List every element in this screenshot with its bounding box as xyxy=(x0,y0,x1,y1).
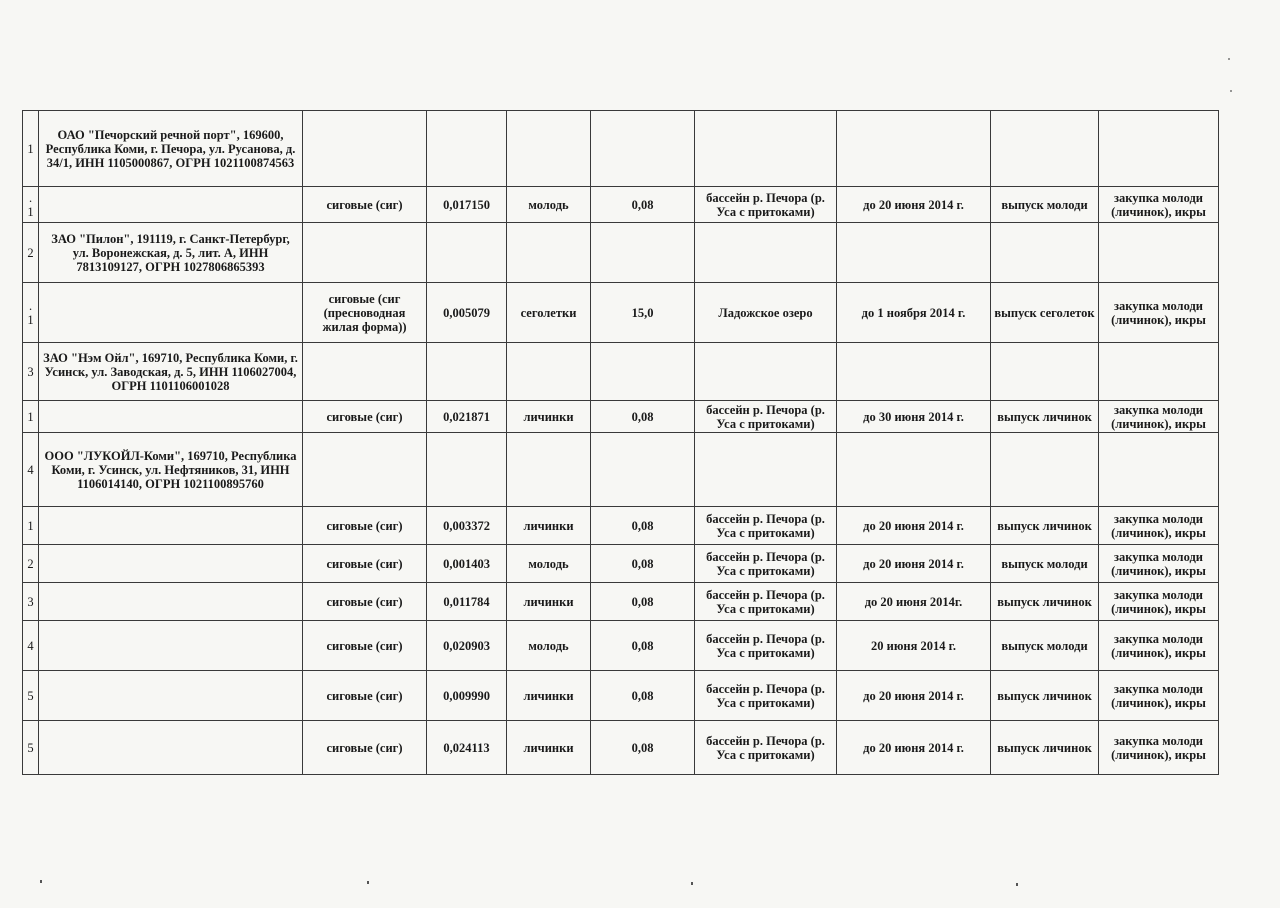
stage-cell: сеголетки xyxy=(507,283,591,343)
water-body-cell: бассейн р. Печора (р. Уса с притоками) xyxy=(695,187,837,223)
release-row xyxy=(23,187,1219,223)
empty-cell xyxy=(427,223,507,283)
deadline-cell: до 20 июня 2014 г. xyxy=(837,507,991,545)
stage-cell: личинки xyxy=(507,583,591,621)
volume-cell: 0,020903 xyxy=(427,621,507,671)
water-body-cell: бассейн р. Печора (р. Уса с притоками) xyxy=(695,671,837,721)
organization-row xyxy=(23,223,1219,283)
weight-cell: 0,08 xyxy=(591,671,695,721)
deadline-cell: до 20 июня 2014 г. xyxy=(837,671,991,721)
action-cell: выпуск сеголеток xyxy=(991,283,1099,343)
empty-cell xyxy=(39,583,303,621)
empty-cell xyxy=(695,223,837,283)
organization-row xyxy=(23,433,1219,507)
empty-cell xyxy=(39,721,303,775)
stage-cell: молодь xyxy=(507,621,591,671)
empty-cell xyxy=(39,621,303,671)
weight-cell: 0,08 xyxy=(591,583,695,621)
row-number-cell: 5 xyxy=(23,721,39,775)
species-cell: сиговые (сиг) xyxy=(303,671,427,721)
organization-cell: ОАО "Печорский речной порт", 169600, Республика Коми, г. Печора, ул. Русанова, д. 34/1, ИНН 1105000867, ОГРН 1021100874563 xyxy=(39,111,303,187)
method-cell: закупка молоди (личинок), икры xyxy=(1099,545,1219,583)
deadline-cell: до 20 июня 2014г. xyxy=(837,583,991,621)
action-cell: выпуск личинок xyxy=(991,721,1099,775)
volume-cell: 0,021871 xyxy=(427,401,507,433)
water-body-cell: бассейн р. Печора (р. Уса с притоками) xyxy=(695,545,837,583)
empty-cell xyxy=(427,111,507,187)
empty-cell xyxy=(591,111,695,187)
volume-cell: 0,005079 xyxy=(427,283,507,343)
method-cell: закупка молоди (личинок), икры xyxy=(1099,283,1219,343)
water-body-cell: бассейн р. Печора (р. Уса с притоками) xyxy=(695,507,837,545)
empty-cell xyxy=(507,223,591,283)
empty-cell xyxy=(591,343,695,401)
empty-cell xyxy=(507,111,591,187)
weight-cell: 0,08 xyxy=(591,721,695,775)
deadline-cell: до 20 июня 2014 г. xyxy=(837,721,991,775)
organization-row xyxy=(23,111,1219,187)
empty-cell xyxy=(303,223,427,283)
species-cell: сиговые (сиг) xyxy=(303,187,427,223)
scan-speck xyxy=(40,880,42,883)
action-cell: выпуск личинок xyxy=(991,671,1099,721)
release-row xyxy=(23,401,1219,433)
deadline-cell: до 1 ноября 2014 г. xyxy=(837,283,991,343)
volume-cell: 0,011784 xyxy=(427,583,507,621)
empty-cell xyxy=(39,507,303,545)
release-row xyxy=(23,507,1219,545)
empty-cell xyxy=(837,343,991,401)
empty-cell xyxy=(695,433,837,507)
method-cell: закупка молоди (личинок), икры xyxy=(1099,671,1219,721)
deadline-cell: до 30 июня 2014 г. xyxy=(837,401,991,433)
empty-cell xyxy=(507,343,591,401)
species-cell: сиговые (сиг) xyxy=(303,401,427,433)
empty-cell xyxy=(1099,223,1219,283)
row-number-cell: 1 xyxy=(23,401,39,433)
weight-cell: 0,08 xyxy=(591,621,695,671)
empty-cell xyxy=(39,545,303,583)
deadline-cell: до 20 июня 2014 г. xyxy=(837,545,991,583)
empty-cell xyxy=(837,111,991,187)
row-number-cell: 4 xyxy=(23,621,39,671)
organization-row xyxy=(23,343,1219,401)
empty-cell xyxy=(427,433,507,507)
row-number-cell: 2 xyxy=(23,223,39,283)
organization-cell: ЗАО "Пилон", 191119, г. Санкт-Петербург, ул. Воронежская, д. 5, лит. А, ИНН 7813109127, ОГРН 1027806865393 xyxy=(39,223,303,283)
fish-release-table xyxy=(22,110,1219,775)
release-row xyxy=(23,721,1219,775)
release-row xyxy=(23,583,1219,621)
action-cell: выпуск молоди xyxy=(991,621,1099,671)
stage-cell: личинки xyxy=(507,671,591,721)
empty-cell xyxy=(591,433,695,507)
empty-cell xyxy=(991,433,1099,507)
stage-cell: личинки xyxy=(507,401,591,433)
deadline-cell: 20 июня 2014 г. xyxy=(837,621,991,671)
method-cell: закупка молоди (личинок), икры xyxy=(1099,507,1219,545)
species-cell: сиговые (сиг) xyxy=(303,721,427,775)
scan-speck xyxy=(691,882,693,885)
species-cell: сиговые (сиг) xyxy=(303,621,427,671)
release-row xyxy=(23,621,1219,671)
action-cell: выпуск личинок xyxy=(991,401,1099,433)
row-number-cell: 3 xyxy=(23,583,39,621)
table-body xyxy=(23,111,1219,775)
method-cell: закупка молоди (личинок), икры xyxy=(1099,621,1219,671)
method-cell: закупка молоди (личинок), икры xyxy=(1099,401,1219,433)
action-cell: выпуск личинок xyxy=(991,583,1099,621)
volume-cell: 0,009990 xyxy=(427,671,507,721)
stage-cell: личинки xyxy=(507,507,591,545)
row-number-cell: 1 xyxy=(23,507,39,545)
row-number-cell: 1 xyxy=(23,111,39,187)
action-cell: выпуск личинок xyxy=(991,507,1099,545)
species-cell: сиговые (сиг) xyxy=(303,507,427,545)
empty-cell xyxy=(695,111,837,187)
weight-cell: 0,08 xyxy=(591,187,695,223)
empty-cell xyxy=(303,343,427,401)
method-cell: закупка молоди (личинок), икры xyxy=(1099,583,1219,621)
empty-cell xyxy=(1099,111,1219,187)
species-cell: сиговые (сиг) xyxy=(303,583,427,621)
empty-cell xyxy=(39,283,303,343)
empty-cell xyxy=(1099,433,1219,507)
organization-cell: ЗАО "Нэм Ойл", 169710, Республика Коми, г. Усинск, ул. Заводская, д. 5, ИНН 1106027004, ОГРН 1101106001028 xyxy=(39,343,303,401)
empty-cell xyxy=(837,433,991,507)
scan-speck xyxy=(1016,883,1018,886)
row-number-cell: 2 xyxy=(23,545,39,583)
action-cell: выпуск молоди xyxy=(991,187,1099,223)
release-row xyxy=(23,283,1219,343)
species-cell: сиговые (сиг (пресноводная жилая форма)) xyxy=(303,283,427,343)
empty-cell xyxy=(991,343,1099,401)
species-cell: сиговые (сиг) xyxy=(303,545,427,583)
empty-cell xyxy=(991,223,1099,283)
release-row xyxy=(23,671,1219,721)
stage-cell: молодь xyxy=(507,545,591,583)
scan-speck xyxy=(367,881,369,884)
water-body-cell: бассейн р. Печора (р. Уса с притоками) xyxy=(695,583,837,621)
row-number-cell: 4 xyxy=(23,433,39,507)
weight-cell: 0,08 xyxy=(591,401,695,433)
method-cell: закупка молоди (личинок), икры xyxy=(1099,721,1219,775)
empty-cell xyxy=(303,433,427,507)
row-number-cell: .1 xyxy=(23,283,39,343)
empty-cell xyxy=(39,401,303,433)
row-number-cell: 5 xyxy=(23,671,39,721)
water-body-cell: Ладожское озеро xyxy=(695,283,837,343)
empty-cell xyxy=(837,223,991,283)
empty-cell xyxy=(303,111,427,187)
water-body-cell: бассейн р. Печора (р. Уса с притоками) xyxy=(695,621,837,671)
scan-speck xyxy=(1228,58,1230,60)
empty-cell xyxy=(591,223,695,283)
empty-cell xyxy=(427,343,507,401)
scan-speck xyxy=(1230,90,1232,92)
organization-cell: ООО "ЛУКОЙЛ-Коми", 169710, Республика Коми, г. Усинск, ул. Нефтяников, 31, ИНН 1106014140, ОГРН 1021100895760 xyxy=(39,433,303,507)
volume-cell: 0,003372 xyxy=(427,507,507,545)
volume-cell: 0,024113 xyxy=(427,721,507,775)
method-cell: закупка молоди (личинок), икры xyxy=(1099,187,1219,223)
empty-cell xyxy=(991,111,1099,187)
volume-cell: 0,017150 xyxy=(427,187,507,223)
water-body-cell: бассейн р. Печора (р. Уса с притоками) xyxy=(695,721,837,775)
stage-cell: личинки xyxy=(507,721,591,775)
empty-cell xyxy=(39,671,303,721)
empty-cell xyxy=(1099,343,1219,401)
row-number-cell: .1 xyxy=(23,187,39,223)
weight-cell: 0,08 xyxy=(591,507,695,545)
volume-cell: 0,001403 xyxy=(427,545,507,583)
weight-cell: 15,0 xyxy=(591,283,695,343)
row-number-cell: 3 xyxy=(23,343,39,401)
water-body-cell: бассейн р. Печора (р. Уса с притоками) xyxy=(695,401,837,433)
weight-cell: 0,08 xyxy=(591,545,695,583)
stage-cell: молодь xyxy=(507,187,591,223)
action-cell: выпуск молоди xyxy=(991,545,1099,583)
deadline-cell: до 20 июня 2014 г. xyxy=(837,187,991,223)
empty-cell xyxy=(507,433,591,507)
release-row xyxy=(23,545,1219,583)
empty-cell xyxy=(39,187,303,223)
empty-cell xyxy=(695,343,837,401)
